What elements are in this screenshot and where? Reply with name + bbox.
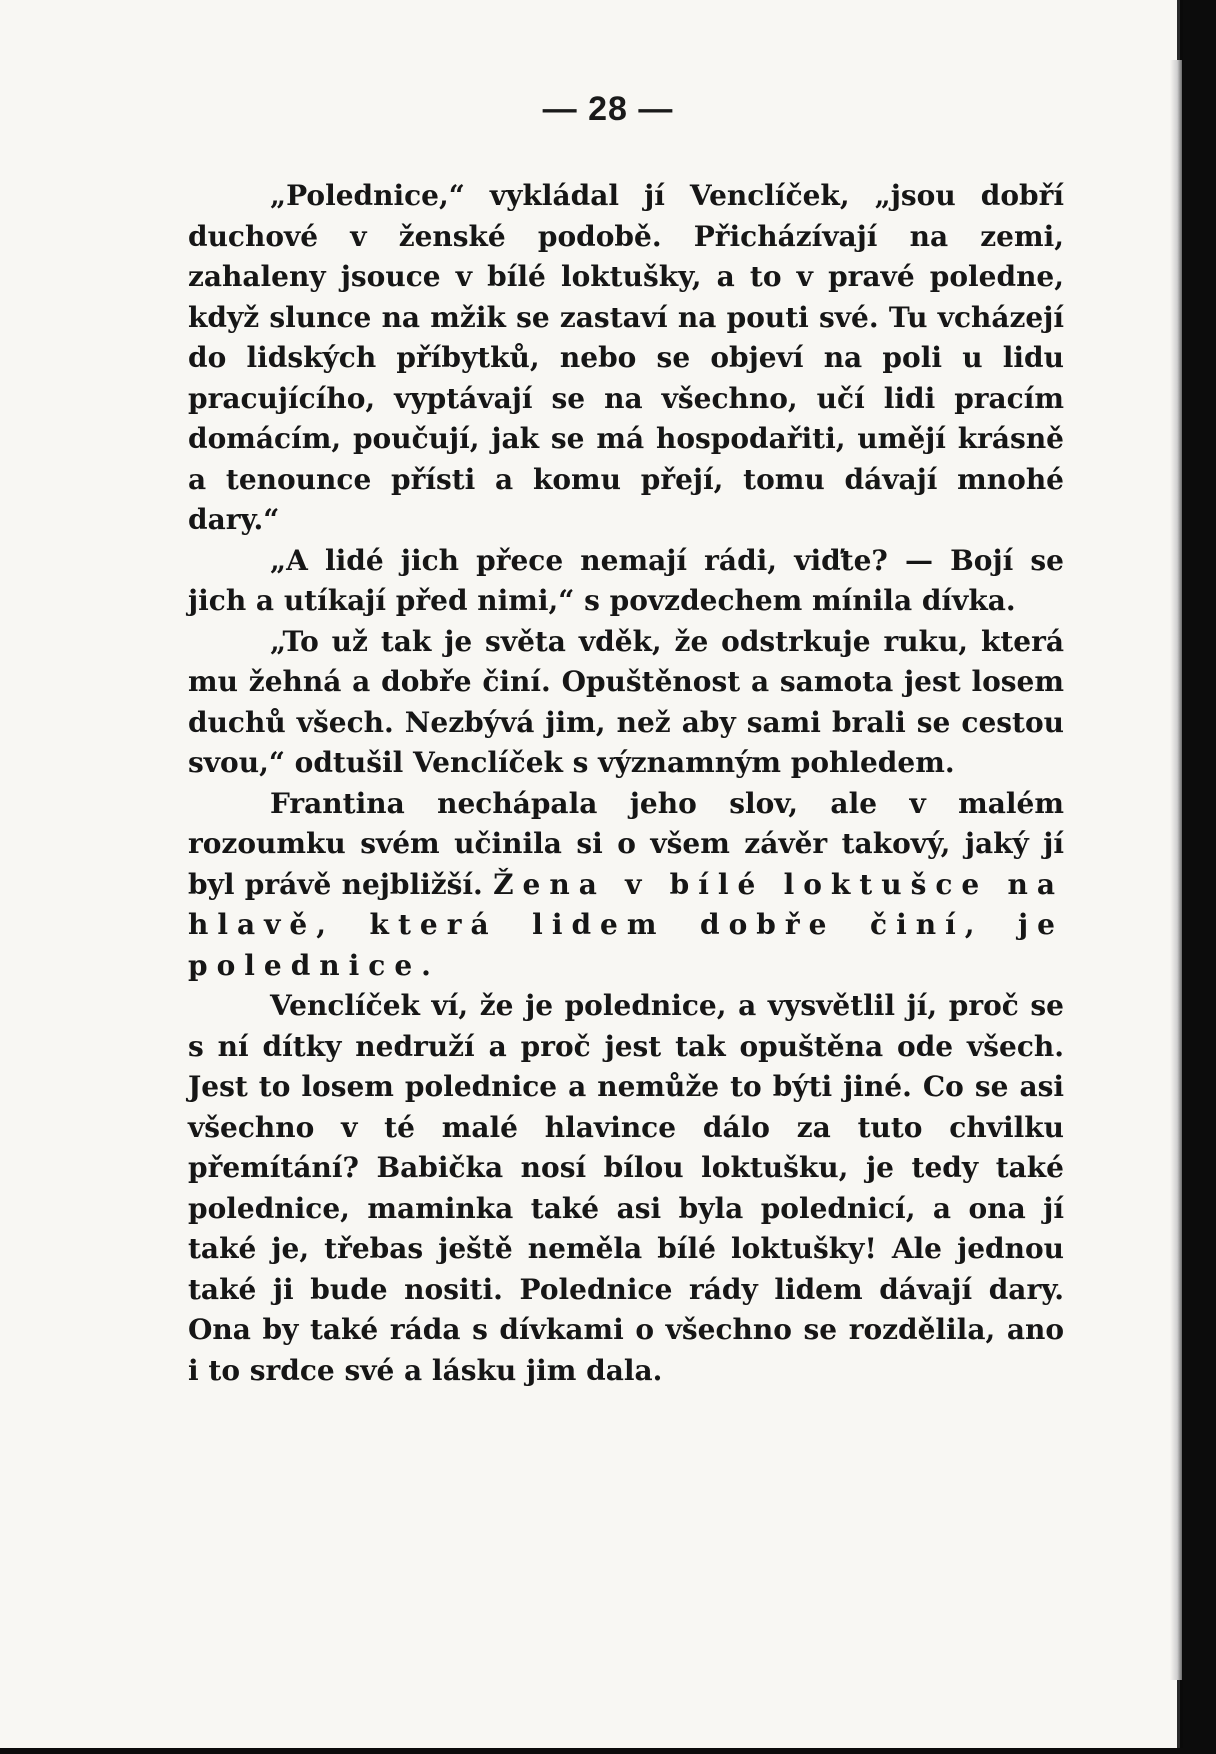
paragraph-1: „Polednice,“ vykládal jí Venclíček, „jsou dobří duchové v ženské podobě. Přicházívají na zemi, zahaleny jsouce v bílé loktušky, a to v pravé poledne, když slunce na mžik se zastaví na pouti své. Tu vcházejí do lidských příbytků, nebo se objeví na poli u lidu pracujícího, vyptávají se na všechno, učí lidi pracím domácím, poučují, jak se má hospodařiti, umějí krásně a tenounce přísti a komu přejí, tomu dávají mnohé dary.“ xyxy=(188,179,1064,536)
paragraph-4-text: Frantina nechápala jeho slov, ale v malém rozoumku svém učinila si o všem závěr takový, jaký jí byl právě nejbližší. xyxy=(188,786,1064,901)
paragraph-4 xyxy=(188,784,1064,987)
scan-border-bottom xyxy=(0,1748,1216,1754)
body-text xyxy=(188,176,1064,1391)
scan-border-right xyxy=(1183,0,1216,1754)
paragraph-4-emphasis: Žena v bílé loktušce na hlavě, která lidem dobře činí, je polednice. xyxy=(188,867,1064,982)
paragraph-3: „To už tak je světa vděk, že odstrkuje ruku, která mu žehná a dobře činí. Opuštěnost a samota jest losem duchů všech. Nezbývá jim, než aby sami brali se cestou svou,“ odtušil Venclíček s významným pohledem. xyxy=(188,624,1064,779)
paragraph-2: „A lidé jich přece nemají rádi, viďte? — Bojí se jich a utíkají před nimi,“ s povzdechem mínila dívka. xyxy=(188,543,1064,617)
page-number: — 28 — xyxy=(542,90,674,128)
paragraph-5: Venclíček ví, že je polednice, a vysvětlil jí, proč se s ní dítky nedruží a proč jest tak opuštěna ode všech. Jest to losem polednice a nemůže to býti jiné. Co se asi všechno v té malé hlavince dálo za tuto chvilku přemítání? Babička nosí bílou loktušku, je tedy také polednice, maminka také asi byla polednicí, a ona jí také je, třebas ještě neměla bílé loktušky! Ale jednou také ji bude nositi. Polednice rády lidem dávají dary. Ona by také ráda s dívkami o všechno se rozdělila, ano i to srdce své a lásku jim dala. xyxy=(188,989,1064,1387)
page-edge-shadow xyxy=(1170,60,1182,1680)
